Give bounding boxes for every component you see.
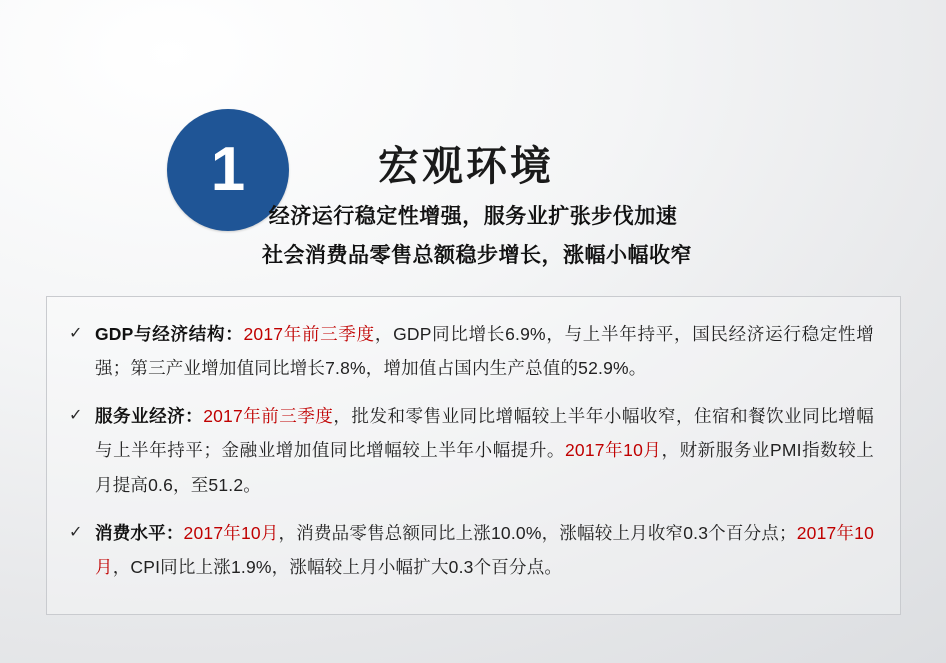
check-icon: ✓ [69,523,83,541]
bullet-segment-red: 2017年前三季度 [203,406,334,427]
subtitle-line-1: 经济运行稳定性增强，服务业扩张步伐加速 [268,205,678,228]
bullet-list [47,297,900,584]
list-item [65,516,874,584]
bullet-segment-red: 2017年10月 [95,522,875,577]
bullet-label: 服务业经济： [95,406,204,427]
bullet-segment: ，财新服务业PMI指数较上月提高0.6，至51.2。 [95,440,874,495]
bullet-text [95,516,874,584]
check-icon: ✓ [69,407,83,425]
bullet-segment: ，CPI同比上涨1.9%，涨幅较上月小幅扩大0.3个百分点。 [112,556,563,577]
content-panel [46,296,901,615]
list-item [65,399,874,501]
bullet-segment: ，批发和零售业同比增幅较上半年小幅收窄，住宿和餐饮业同比增幅与上半年持平；金融业增加值同比增幅较上半年小幅提升。 [95,406,874,461]
bullet-text [95,399,874,501]
slide-header [0,52,946,204]
section-number-label: 1 [210,135,246,204]
check-icon: ✓ [69,325,83,342]
bullet-label: GDP与经济结构： [95,324,244,344]
bullet-segment-red: 2017年10月 [183,522,279,543]
subtitle-line-2: 社会消费品零售总额稳步增长，涨幅小幅收窄 [262,243,692,267]
bullet-text [95,317,874,385]
page-title: 宏观环境 [378,143,554,189]
bullet-label: 消费水平： [95,522,184,543]
bullet-segment-red: 2017年前三季度 [243,324,375,344]
subtitle-block [0,198,946,276]
bullet-segment: ，消费品零售总额同比上涨10.0%，涨幅较上月收窄0.3个百分点； [278,522,797,543]
bullet-segment: ，GDP同比增长6.9%，与上半年持平，国民经济运行稳定性增强；第三产业增加值同比增长7.8%，增加值占国内生产总值的52.9%。 [95,324,874,379]
list-item [65,317,874,385]
bullet-segment-red: 2017年10月 [565,440,662,461]
